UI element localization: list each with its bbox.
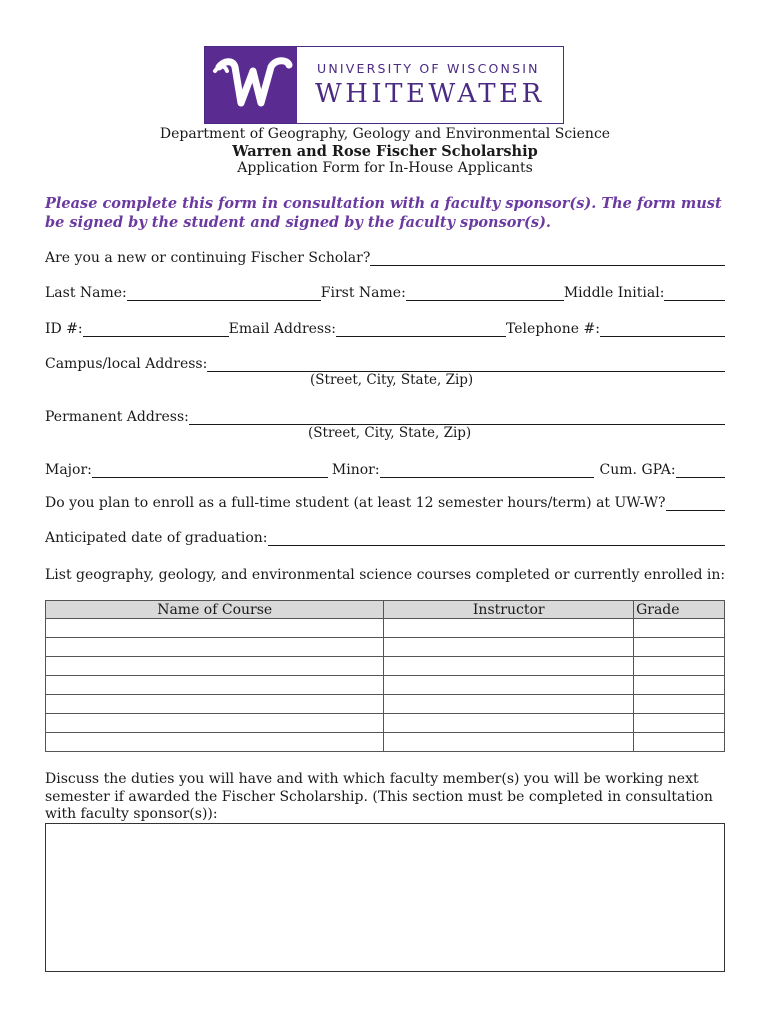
logo-university-text: UNIVERSITY OF WISCONSIN <box>317 61 540 76</box>
campus-address-label: Campus/local Address: <box>45 356 208 372</box>
table-row <box>46 733 725 752</box>
major-field[interactable] <box>92 463 328 478</box>
logo-campus-text: WHITEWATER <box>315 79 545 109</box>
courses-prompt <box>45 563 725 583</box>
minor-field[interactable] <box>380 463 594 478</box>
table-row <box>46 638 725 657</box>
full-time-row <box>45 491 725 511</box>
grade-cell[interactable] <box>634 733 725 752</box>
instructor-cell[interactable] <box>384 676 634 695</box>
minor-label: Minor: <box>331 462 380 478</box>
middle-initial-field[interactable] <box>664 286 725 301</box>
grade-cell[interactable] <box>634 714 725 733</box>
major-label: Major: <box>45 462 92 478</box>
contact-row <box>45 317 725 337</box>
permanent-address-row <box>45 405 725 425</box>
grade-cell[interactable] <box>634 695 725 714</box>
grade-cell[interactable] <box>634 619 725 638</box>
last-name-label: Last Name: <box>45 285 127 301</box>
table-row <box>46 657 725 676</box>
grade-header: Grade <box>634 601 725 619</box>
course-cell[interactable] <box>46 638 384 657</box>
table-row <box>46 676 725 695</box>
gpa-field[interactable] <box>676 463 725 478</box>
new-continuing-row <box>45 246 725 266</box>
university-logo <box>204 46 564 124</box>
department-title: Department of Geography, Geology and Environmental Science <box>159 126 611 142</box>
telephone-field[interactable] <box>600 322 725 337</box>
course-cell[interactable] <box>46 695 384 714</box>
courses-prompt-text: List geography, geology, and environmental science courses completed or currently enrolled in: <box>45 567 726 583</box>
grade-cell[interactable] <box>634 676 725 695</box>
campus-address-hint: (Street, City, State, Zip) <box>310 372 474 388</box>
table-row <box>46 714 725 733</box>
graduation-label: Anticipated date of graduation: <box>45 530 268 546</box>
instructor-cell[interactable] <box>384 714 634 733</box>
instructor-cell[interactable] <box>384 638 634 657</box>
full-time-field[interactable] <box>666 496 725 511</box>
table-row <box>46 695 725 714</box>
uw-logo-mark <box>205 47 297 123</box>
first-name-label: First Name: <box>320 285 406 301</box>
discuss-text-area[interactable] <box>45 823 725 972</box>
course-cell[interactable] <box>46 619 384 638</box>
new-continuing-field[interactable] <box>370 251 725 266</box>
campus-address-row <box>45 352 725 372</box>
email-label: Email Address: <box>228 321 337 337</box>
graduation-row <box>45 526 725 546</box>
campus-address-field[interactable] <box>207 357 725 372</box>
scholarship-title: Warren and Rose Fischer Scholarship <box>232 143 538 160</box>
permanent-address-hint: (Street, City, State, Zip) <box>308 425 472 441</box>
instructor-cell[interactable] <box>384 657 634 676</box>
instructor-header: Instructor <box>384 601 634 619</box>
graduation-field[interactable] <box>268 531 725 546</box>
course-cell[interactable] <box>46 657 384 676</box>
instructor-cell[interactable] <box>384 619 634 638</box>
gpa-label: Cum. GPA: <box>599 462 676 478</box>
instructions-text: Please complete this form in consultation with a faculty sponsor(s). The form must be signed by the student and signed by the faculty sponsor(s). <box>45 195 722 231</box>
id-field[interactable] <box>83 322 229 337</box>
last-name-field[interactable] <box>127 286 321 301</box>
discuss-prompt: Discuss the duties you will have and with which faculty member(s) you will be working next semester if awarded the Fischer Scholarship. (This section must be completed in consultation with faculty sponsor(s)): <box>45 771 713 822</box>
telephone-label: Telephone #: <box>506 321 600 337</box>
full-time-label: Do you plan to enroll as a full-time student (at least 12 semester hours/term) at UW-W? <box>45 495 666 511</box>
first-name-field[interactable] <box>406 286 564 301</box>
permanent-address-label: Permanent Address: <box>45 409 189 425</box>
new-continuing-label: Are you a new or continuing Fischer Scholar? <box>45 250 371 266</box>
id-label: ID #: <box>45 321 83 337</box>
permanent-address-field[interactable] <box>189 410 725 425</box>
table-row <box>46 619 725 638</box>
course-cell[interactable] <box>46 714 384 733</box>
grade-cell[interactable] <box>634 638 725 657</box>
course-cell[interactable] <box>46 733 384 752</box>
form-title: Application Form for In-House Applicants <box>237 160 533 176</box>
academic-row <box>45 458 725 478</box>
course-name-header: Name of Course <box>46 601 384 619</box>
table-header-row <box>46 601 725 619</box>
middle-initial-label: Middle Initial: <box>563 285 665 301</box>
course-table <box>45 600 725 752</box>
course-cell[interactable] <box>46 676 384 695</box>
instructor-cell[interactable] <box>384 733 634 752</box>
email-field[interactable] <box>336 322 506 337</box>
name-row <box>45 281 725 301</box>
instructor-cell[interactable] <box>384 695 634 714</box>
grade-cell[interactable] <box>634 657 725 676</box>
